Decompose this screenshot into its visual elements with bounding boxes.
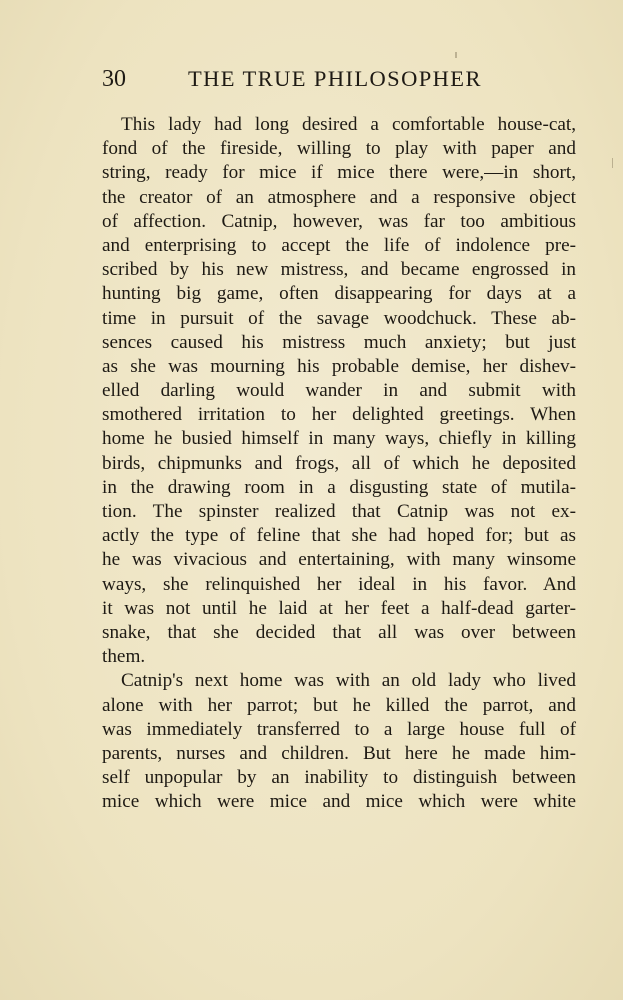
page-header	[102, 66, 522, 98]
text-line: mice which were mice and mice which were white	[102, 791, 576, 813]
text-line: them.	[102, 646, 146, 668]
text-line: Catnip's next home was with an old lady who lived	[121, 670, 576, 692]
running-head: THE TRUE PHILOSOPHER	[188, 66, 482, 91]
text-line: string, ready for mice if mice there were,—in short,	[102, 162, 576, 184]
text-line: parents, nurses and children. But here he made him-	[102, 742, 576, 764]
text-line: it was not until he laid at her feet a half-dead garter-	[102, 597, 576, 619]
text-line: sences caused his mistress much anxiety; but just	[102, 331, 576, 353]
body-text	[102, 113, 576, 814]
paper-speck	[455, 52, 457, 58]
text-line: tion. The spinster realized that Catnip was not ex-	[102, 501, 576, 522]
text-line: of affection. Catnip, however, was far too ambitious	[102, 210, 576, 232]
text-line: self unpopular by an inability to distinguish between	[102, 767, 576, 789]
text-line: time in pursuit of the savage woodchuck. These ab-	[102, 307, 576, 329]
text-line: was immediately transferred to a large house full of	[102, 718, 576, 740]
text-line: ways, she relinquished her ideal in his favor. And	[102, 573, 576, 595]
text-line: scribed by his new mistress, and became engrossed in	[102, 259, 576, 281]
text-line: in the drawing room in a disgusting state of mutila-	[102, 476, 576, 498]
text-line: as she was mourning his probable demise, her dishev-	[102, 355, 576, 377]
text-line: home he busied himself in many ways, chiefly in killing	[102, 428, 576, 450]
text-line: smothered irritation to her delighted greetings. When	[102, 404, 576, 426]
text-line: and enterprising to accept the life of indolence pre-	[102, 234, 576, 256]
page-number: 30	[102, 66, 126, 92]
text-line: he was vivacious and entertaining, with many winsome	[102, 549, 576, 571]
text-line: snake, that she decided that all was over between	[102, 621, 576, 643]
text-line: hunting big game, often disappearing for days at a	[102, 283, 576, 305]
text-line: birds, chipmunks and frogs, all of which he deposited	[102, 452, 576, 474]
text-line: actly the type of feline that she had hoped for; but as	[102, 525, 576, 547]
paper-speck	[612, 158, 613, 168]
text-line: the creator of an atmosphere and a responsive object	[102, 186, 576, 208]
text-line: elled darling would wander in and submit with	[102, 380, 576, 402]
text-line: This lady had long desired a comfortable house-cat,	[121, 114, 576, 135]
text-line: fond of the fireside, willing to play with paper and	[102, 138, 576, 160]
text-line: alone with her parrot; but he killed the parrot, and	[102, 694, 576, 716]
